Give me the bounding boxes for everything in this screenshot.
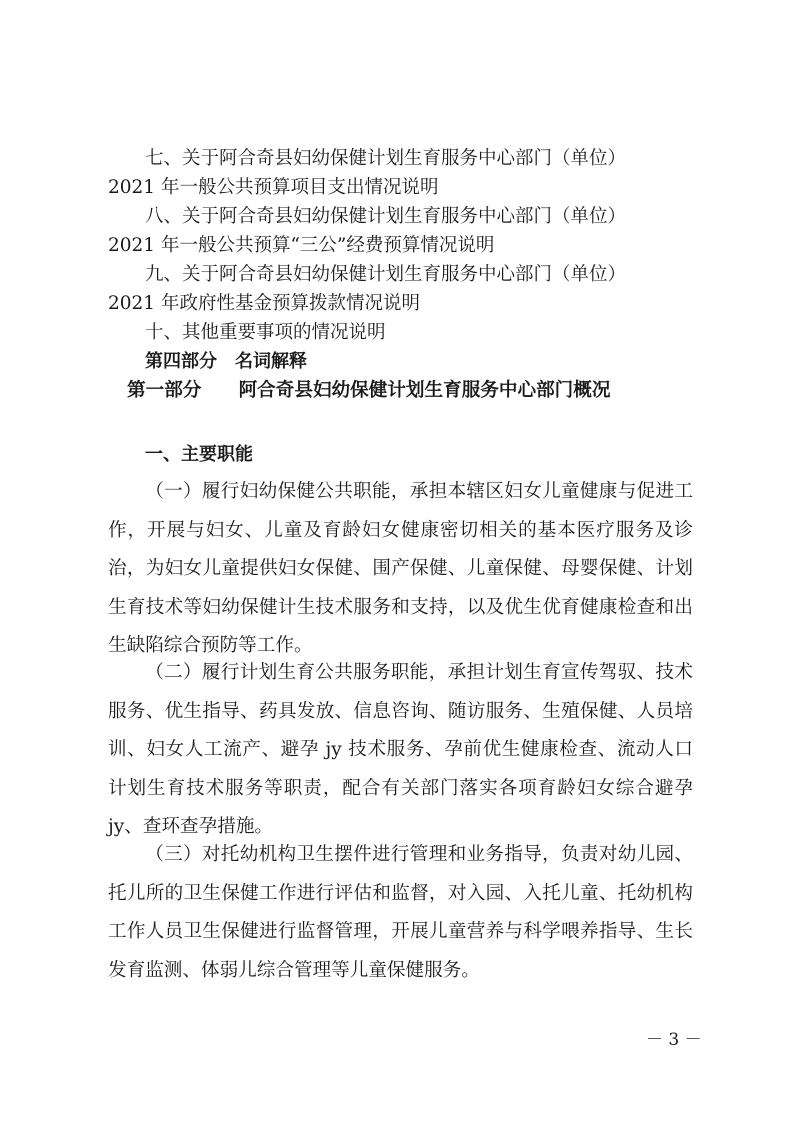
toc-item-9-line2: 2021 年政府性基金预算拨款情况说明	[108, 293, 420, 314]
toc-item-9-line1: 九、关于阿合奇县妇幼保健计划生育服务中心部门（单位）	[145, 264, 627, 285]
toc-item-7-line2: 2021 年一般公共预算项目支出情况说明	[108, 177, 439, 198]
section-heading-main-functions: 一、主要职能	[145, 444, 253, 465]
toc-item-7-line1: 七、关于阿合奇县妇幼保健计划生育服务中心部门（单位）	[145, 148, 627, 169]
toc-item-10: 十、其他重要事项的情况说明	[145, 322, 386, 343]
paragraph-2: （二）履行计划生育公共服务职能，承担计划生育宣传驾驭、技术服务、优生指导、药具发放、信息咨询、随访服务、生殖保健、人员培训、妇女人工流产、避孕 jy 技术服务、孕前优生健康检查、流动人口计划生育技术服务等职责，配合有关部门落实各项育龄妇女综合避孕 jy、查环查孕措施。	[108, 662, 693, 837]
toc-item-8-line1: 八、关于阿合奇县妇幼保健计划生育服务中心部门（单位）	[145, 206, 627, 227]
part-1-title: 第一部分 阿合奇县妇幼保健计划生育服务中心部门概况	[127, 380, 611, 401]
page-number: － 3 －	[646, 1030, 702, 1050]
paragraph-1: （一）履行妇幼保健公共职能，承担本辖区妇女儿童健康与促进工作，开展与妇女、儿童及育龄妇女健康密切相关的基本医疗服务及诊治，为妇女儿童提供妇女保健、围产保健、儿童保健、母婴保健、计划生育技术等妇幼保健计生技术服务和支持，以及优生优育健康检查和出生缺陷综合预防等工作。	[108, 481, 693, 656]
toc-part-4: 第四部分 名词解释	[145, 351, 307, 372]
paragraph-3: （三）对托幼机构卫生摆件进行管理和业务指导，负责对幼儿园、托儿所的卫生保健工作进行评估和监督，对入园、入托儿童、托幼机构工作人员卫生保健进行监督管理，开展儿童营养与科学喂养指导、生长发育监测、体弱儿综合管理等儿童保健服务。	[108, 844, 693, 981]
toc-item-8-line2: 2021 年一般公共预算“三公”经费预算情况说明	[108, 235, 495, 256]
